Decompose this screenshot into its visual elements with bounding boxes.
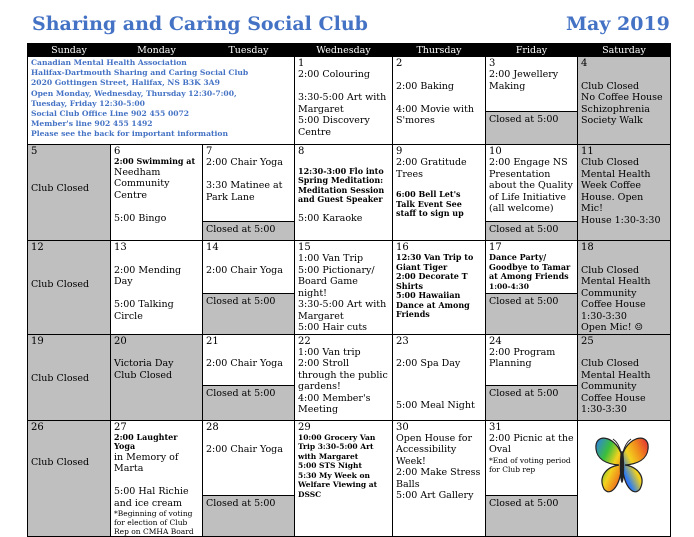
day-cell-22 xyxy=(295,334,393,420)
closed-at-5-note: Closed at 5:00 xyxy=(203,495,294,536)
day-number: 14 xyxy=(206,242,219,253)
week-row xyxy=(28,334,671,420)
day-event-time: 1:00-4:30 xyxy=(489,281,529,291)
day-number: 26 xyxy=(31,421,44,433)
club-info-text: Canadian Mental Health Association Halifax-Dartmouth Sharing and Caring Social Club 2020 Gottingen Street, Halifax, NS B3K 3A9 Open Monday, Wednesday, Thursday 12:30-7:00, Tuesday, Friday 12:30-5:00 Social Club Office Line 902 455 0072 Member's line 902 455 1492 Please see the back for important information xyxy=(31,58,249,139)
day-events: 2:00 Chair Yoga xyxy=(206,264,283,276)
day-event-bold: 12:30 Van Trip to Giant Tiger 2:00 Decorate T Shirts 5:00 Hawaiian Dance at Among Friends xyxy=(396,252,474,319)
closed-at-5-note: Closed at 5:00 xyxy=(486,293,577,334)
day-number: 29 xyxy=(298,421,311,433)
day-number: 19 xyxy=(31,335,44,347)
day-events: Club Closed Mental Health Community Coffee House 1:30-3:30 xyxy=(581,358,651,415)
day-events: 2:00 Chair Yoga xyxy=(206,444,283,455)
day-number: 6 xyxy=(114,146,121,157)
day-cell-3 xyxy=(486,57,578,145)
closed-at-5-note: Closed at 5:00 xyxy=(486,111,577,144)
day-number: 31 xyxy=(489,421,502,433)
day-events: Club Closed No Coffee House Schizophrenia Society Walk xyxy=(581,80,663,126)
closed-at-5-note: Closed at 5:00 xyxy=(486,221,577,240)
day-number: 23 xyxy=(396,335,409,347)
day-cell-28 xyxy=(203,420,295,537)
day-cell-1 xyxy=(295,57,393,145)
club-info-box xyxy=(28,57,295,145)
day-number: 1 xyxy=(298,58,305,69)
day-events: 2:00 Picnic at the Oval xyxy=(489,432,574,455)
day-header-tuesday: Tuesday xyxy=(203,44,295,57)
day-event-bold: 12:30-3:00 Flo into Spring Meditation: Meditation Session and Guest Speaker xyxy=(298,165,385,204)
day-cell-29 xyxy=(295,420,393,537)
day-number: 9 xyxy=(396,146,403,157)
butterfly-icon xyxy=(592,431,652,501)
day-number: 25 xyxy=(581,335,594,347)
day-events: 1:00 Van Trip 5:00 Pictionary/ Board Game night! 3:30-5:00 Art with Margaret 5:00 Hair cuts xyxy=(298,253,387,333)
day-events: 2:00 Program Planning xyxy=(489,346,556,369)
day-cell-20 xyxy=(111,334,203,420)
day-events: 5:00 Karaoke xyxy=(298,212,363,224)
day-number: 17 xyxy=(489,242,502,253)
club-closed-label: Club Closed xyxy=(31,372,90,384)
day-events: Victoria Day Club Closed xyxy=(114,358,174,381)
day-cell-6 xyxy=(111,145,203,241)
day-header-friday: Friday xyxy=(486,44,578,57)
day-cell-30 xyxy=(393,420,486,537)
day-cell-5 xyxy=(28,145,111,241)
day-cell-19 xyxy=(28,334,111,420)
month-title: May 2019 xyxy=(566,13,670,35)
day-cell-25 xyxy=(578,334,671,420)
day-number: 20 xyxy=(114,335,127,347)
day-number: 13 xyxy=(114,242,127,253)
day-number: 11 xyxy=(581,146,594,157)
day-cell-14 xyxy=(203,241,295,335)
day-events: in Memory of Marta 5:00 Hal Richie and ice cream xyxy=(114,451,189,509)
day-number: 2 xyxy=(396,58,403,69)
closed-at-5-note: Closed at 5:00 xyxy=(486,385,577,420)
day-number: 24 xyxy=(489,335,502,347)
day-event-bold: 2:00 Laughter Yoga xyxy=(114,431,178,451)
day-number: 16 xyxy=(396,242,409,253)
day-number: 18 xyxy=(581,242,594,253)
closed-at-5-note: Closed at 5:00 xyxy=(486,495,577,536)
day-events: 2:00 Mending Day 5:00 Talking Circle xyxy=(114,264,182,322)
day-header-row xyxy=(28,44,671,57)
day-number: 30 xyxy=(396,421,409,433)
day-event-bold: 2:00 Swimming at xyxy=(114,156,196,166)
day-events: Club Closed Mental Health Week Coffee House. Open Mic! House 1:30-3:30 xyxy=(581,157,661,226)
day-cell-4 xyxy=(578,57,671,145)
week-row xyxy=(28,57,671,145)
week-row xyxy=(28,241,671,335)
day-cell-7 xyxy=(203,145,295,241)
week-row xyxy=(28,145,671,241)
day-number: 27 xyxy=(114,421,127,433)
day-cell-13 xyxy=(111,241,203,335)
day-events: Open House for Accessibility Week! 2:00 Make Stress Balls 5:00 Art Gallery xyxy=(396,432,481,501)
day-events: 2:00 Gratitude Trees xyxy=(396,157,467,180)
calendar-grid xyxy=(27,43,671,537)
day-events: 5:00 Meal Night xyxy=(396,400,475,411)
club-closed-label: Club Closed xyxy=(31,183,90,194)
day-cell-27 xyxy=(111,420,203,537)
closed-at-5-note: Closed at 5:00 xyxy=(203,221,294,240)
club-closed-label: Club Closed xyxy=(31,456,90,468)
closed-at-5-note: Closed at 5:00 xyxy=(203,385,294,420)
day-cell-17 xyxy=(486,241,578,335)
butterfly-cell xyxy=(578,420,671,537)
day-event-note: *Beginning of voting for election of Club Rep on CMHA Board xyxy=(114,509,194,536)
club-closed-label: Club Closed xyxy=(31,279,90,290)
day-events: 2:00 Chair Yoga 3:30 Matinee at Park Lane xyxy=(206,157,283,203)
day-number: 5 xyxy=(31,146,38,157)
day-event-bold: 10:00 Grocery Van Trip 3:30-5:00 Art with Margaret 5:00 STS Night 5:30 My Week on Welfare Viewing at DSSC xyxy=(298,432,378,499)
day-events: 2:00 Spa Day xyxy=(396,358,461,369)
page-title: Sharing and Caring Social Club xyxy=(32,13,368,35)
day-header-sunday: Sunday xyxy=(28,44,111,57)
day-cell-21 xyxy=(203,334,295,420)
day-cell-2 xyxy=(393,57,486,145)
day-number: 15 xyxy=(298,242,311,253)
day-number: 8 xyxy=(298,146,305,157)
day-cell-11 xyxy=(578,145,671,241)
day-header-monday: Monday xyxy=(111,44,203,57)
day-number: 7 xyxy=(206,146,213,157)
day-cell-10 xyxy=(486,145,578,241)
day-events: 2:00 Engage NS Presentation about the Quality of Life Initiative (all welcome) xyxy=(489,157,573,214)
day-event-note: *End of voting period for Club rep xyxy=(489,455,571,474)
day-cell-8 xyxy=(295,145,393,241)
day-number: 3 xyxy=(489,58,496,69)
day-cell-31 xyxy=(486,420,578,537)
day-events: Club Closed Mental Health Community Coffee House 1:30-3:30 Open Mic! ☺ xyxy=(581,264,651,333)
day-events: 2:00 Baking 4:00 Movie with S'mores xyxy=(396,80,474,126)
day-event-bold: Dance Party/ Goodbye to Tamar at Among Friends xyxy=(489,252,571,281)
day-events: 2:00 Colouring 3:30-5:00 Art with Margaret 5:00 Discovery Centre xyxy=(298,69,387,138)
day-cell-24 xyxy=(486,334,578,420)
day-cell-26 xyxy=(28,420,111,537)
day-events: 2:00 Chair Yoga xyxy=(206,358,283,369)
day-events: 2:00 Jewellery Making xyxy=(489,69,559,92)
day-header-saturday: Saturday xyxy=(578,44,671,57)
day-cell-16 xyxy=(393,241,486,335)
day-number: 10 xyxy=(489,146,502,157)
day-number: 12 xyxy=(31,242,44,253)
closed-at-5-note: Closed at 5:00 xyxy=(203,293,294,334)
day-cell-9 xyxy=(393,145,486,241)
day-header-wednesday: Wednesday xyxy=(295,44,393,57)
day-events: Needham Community Centre 5:00 Bingo xyxy=(114,166,170,224)
day-number: 4 xyxy=(581,58,588,69)
day-event-bold: 6:00 Bell Let's Talk Event See staff to sign up xyxy=(396,189,464,218)
day-number: 28 xyxy=(206,421,219,433)
day-cell-15 xyxy=(295,241,393,335)
day-number: 21 xyxy=(206,335,219,347)
day-number: 22 xyxy=(298,335,311,347)
week-row xyxy=(28,420,671,537)
day-header-thursday: Thursday xyxy=(393,44,486,57)
day-events: 1:00 Van trip 2:00 Stroll through the public gardens! 4:00 Member's Meeting xyxy=(298,346,388,415)
day-cell-23 xyxy=(393,334,486,420)
day-cell-12 xyxy=(28,241,111,335)
day-cell-18 xyxy=(578,241,671,335)
